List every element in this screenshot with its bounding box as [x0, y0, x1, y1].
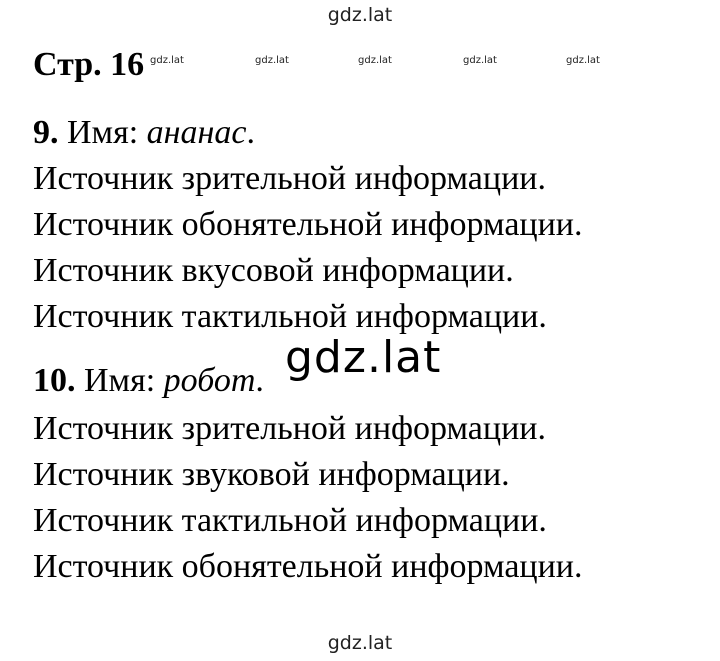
name-value: робот [163, 362, 256, 399]
watermark-center: gdz.lat [285, 332, 442, 383]
task-number: 10. [33, 362, 76, 399]
name-label: Имя: [84, 362, 156, 399]
task-10-line: Источник тактильной информации. [33, 502, 547, 539]
task-10-name-line [33, 362, 264, 400]
name-label: Имя: [67, 114, 139, 151]
page-heading: Стр. 16 [33, 46, 145, 83]
watermark-small: gdz.lat [566, 55, 600, 66]
watermark-small: gdz.lat [463, 55, 497, 66]
task-9-line: Источник зрительной информации. [33, 160, 546, 197]
name-period: . [255, 362, 264, 399]
task-10-line: Источник зрительной информации. [33, 410, 546, 447]
task-9-line: Источник обонятельной информации. [33, 206, 583, 243]
watermark-bottom: gdz.lat [327, 632, 393, 654]
name-period: . [246, 114, 255, 151]
task-9-line: Источник тактильной информации. [33, 298, 547, 335]
task-number: 9. [33, 114, 59, 151]
watermark-top: gdz.lat [327, 4, 393, 26]
watermark-small: gdz.lat [358, 55, 392, 66]
task-10-line: Источник звуковой информации. [33, 456, 510, 493]
task-9-line: Источник вкусовой информации. [33, 252, 514, 289]
task-9-name-line [33, 114, 255, 152]
watermark-small: gdz.lat [150, 55, 184, 66]
task-10-line: Источник обонятельной информации. [33, 548, 583, 585]
name-value: ананас [146, 114, 247, 151]
watermark-small: gdz.lat [255, 55, 289, 66]
